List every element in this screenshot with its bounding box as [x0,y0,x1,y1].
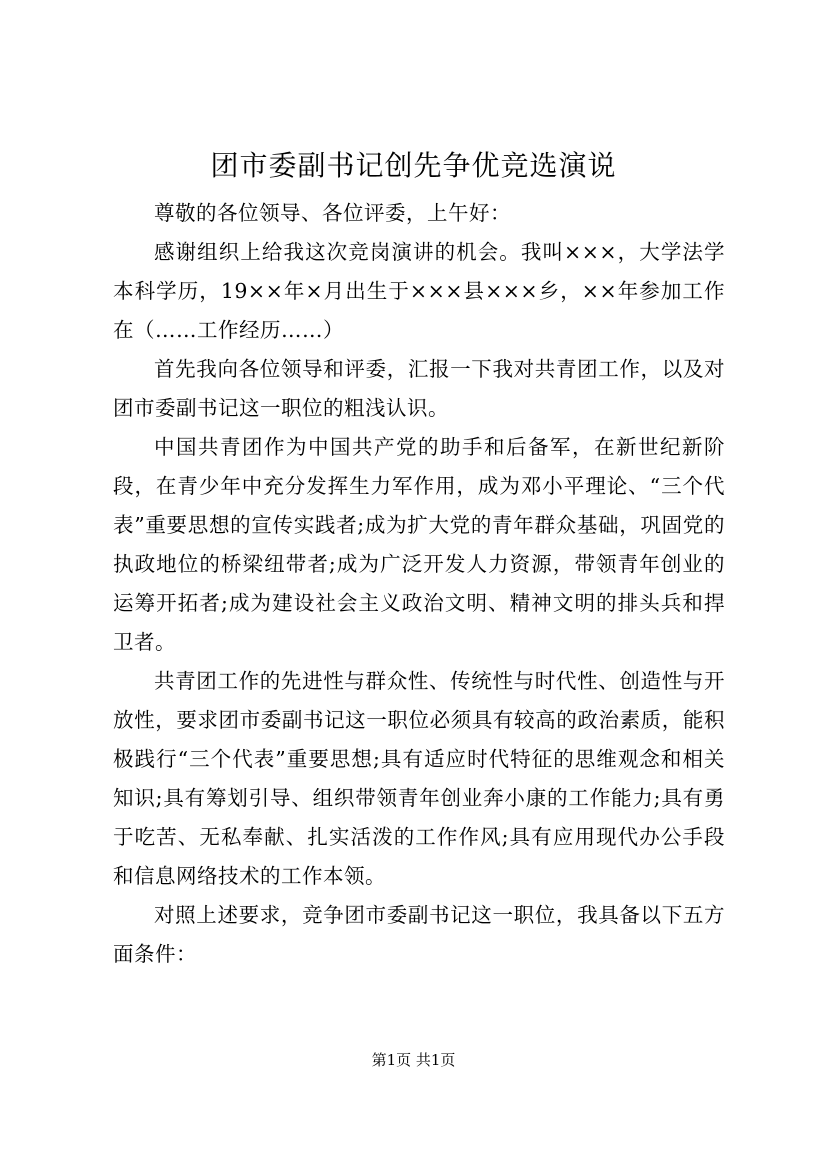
body-paragraph: 中国共青团作为中国共产党的助手和后备军，在新世纪新阶段，在青少年中充分发挥生力军作用，成为邓小平理论、“三个代表”重要思想的宣传实践者;成为扩大党的青年群众基础，巩固党的执政地位的桥梁纽带者;成为广泛开发人力资源，带领青年创业的运筹开拓者;成为建设社会主义政治文明、精神文明的排头兵和捍卫者。 [113,435,725,654]
document-title: 团市委副书记创先争优竞选演说 [210,149,617,182]
body-paragraph: 感谢组织上给我这次竞岗演讲的机会。我叫×××，大学法学本科学历，19××年×月出生于×××县×××乡，××年参加工作在（……工作经历……） [113,240,725,342]
document-body [113,194,725,974]
body-paragraph: 首先我向各位领导和评委，汇报一下我对共青团工作，以及对团市委副书记这一职位的粗浅认识。 [113,357,725,420]
page-footer: 第1页 共1页 [371,1051,456,1069]
body-paragraph: 共青团工作的先进性与群众性、传统性与时代性、创造性与开放性，要求团市委副书记这一职位必须具有较高的政治素质，能积极践行“三个代表”重要思想;具有适应时代特征的思维观念和相关知识;具有筹划引导、组织带领青年创业奔小康的工作能力;具有勇于吃苦、无私奉献、扎实活泼的工作作风;具有应用现代办公手段和信息网络技术的工作本领。 [113,669,725,888]
body-paragraph: 对照上述要求，竞争团市委副书记这一职位，我具备以下五方面条件： [113,903,725,966]
greeting-paragraph: 尊敬的各位领导、各位评委，上午好： [154,201,511,225]
